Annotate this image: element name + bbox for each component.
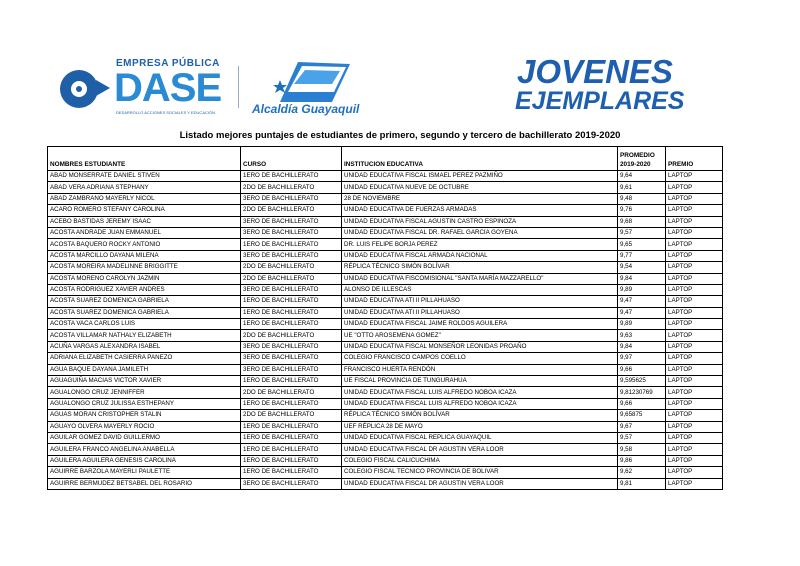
dase-wedge-icon [96,80,110,96]
table-cell: 9,57 [618,432,666,443]
table-cell: UNIDAD EDUCATIVA DE FUERZAS ARMADAS [342,205,618,216]
table-cell: LAPTOP [666,216,723,227]
table-cell: ABAD MONSERRATE DANIEL STIVEN [48,171,241,182]
table-row [48,410,723,421]
table-cell: 9,86 [618,455,666,466]
table-cell: 2DO DE BACHILLERATO [241,330,342,341]
table-cell: 9,595625 [618,376,666,387]
table-cell: LAPTOP [666,273,723,284]
table-row [48,387,723,398]
table-cell: UNIDAD EDUCATIVA FISCAL REPLICA GUAYAQUIL [342,432,618,443]
table-row [48,341,723,352]
table-cell: UNIDAD EDUCATIVA FISCAL AGUSTIN CASTRO ESPINOZA [342,216,618,227]
table-cell: 3ERO DE BACHILLERATO [241,227,342,238]
table-cell: 3ERO DE BACHILLERATO [241,250,342,261]
table-cell: 9,64 [618,171,666,182]
table-cell: RÉPLICA TÉCNICO SIMÓN BOLÍVAR [342,410,618,421]
table-cell: 9,47 [618,307,666,318]
column-header: PREMIO [666,147,723,171]
table-cell: ACEBO BASTIDAS JEREMY ISAAC [48,216,241,227]
table-cell: 3ERO DE BACHILLERATO [241,478,342,489]
table-cell: LAPTOP [666,330,723,341]
table-cell: 28 DE NOVIEMBRE [342,193,618,204]
table-cell: ABAD VERA ADRIANA STEPHANY [48,182,241,193]
table-cell: ACOSTA MORENO CAROLYN JAZMIN [48,273,241,284]
table-cell: 1ERO DE BACHILLERATO [241,239,342,250]
table-cell: 1ERO DE BACHILLERATO [241,376,342,387]
table-cell: ACOSTA VILLAMAR NATHALY ELIZABETH [48,330,241,341]
table-row [48,478,723,489]
table-cell: UNIDAD EDUCATIVA FISCAL JAIME ROLDOS AGUILERA [342,319,618,330]
dase-logo-caption: EMPRESA PÚBLICA [116,58,220,69]
column-header: PROMEDIO 2019-2020 [618,147,666,171]
table-cell: LAPTOP [666,319,723,330]
jovenes-logo-line1: JOVENES [517,53,673,90]
table-cell: 9,89 [618,319,666,330]
table-cell: 9,76 [618,205,666,216]
table-cell: 3ERO DE BACHILLERATO [241,341,342,352]
table-row [48,398,723,409]
dase-logo-subtitle: DESARROLLO ACCIONES SOCIALES Y EDUCACIÓN [116,110,215,115]
table-cell: COLEGIO FRANCISCO CAMPOS COELLO [342,353,618,364]
column-header: NOMBRES ESTUDIANTE [48,147,241,171]
table-cell: UNIDAD EDUCATIVA FISCAL DR AGUSTIN VERA LOOR [342,478,618,489]
table-cell: 2DO DE BACHILLERATO [241,205,342,216]
table-cell: 1ERO DE BACHILLERATO [241,432,342,443]
table-cell: LAPTOP [666,262,723,273]
table-cell: ACOSTA SUAREZ DOMENICA GABRIELA [48,296,241,307]
logo-divider [238,66,239,108]
table-cell: 9,58 [618,444,666,455]
table-cell: ACOSTA BAQUERO ROCKY ANTONIO [48,239,241,250]
document-header [0,0,800,130]
table-cell: 9,81230769 [618,387,666,398]
table-cell: 9,67 [618,421,666,432]
table-cell: LAPTOP [666,193,723,204]
table-cell: 1ERO DE BACHILLERATO [241,296,342,307]
table-cell: ACARO ROMERO STEFANY CAROLINA [48,205,241,216]
jovenes-ejemplares-logo [515,53,685,116]
students-table [47,146,723,490]
table-cell: LAPTOP [666,478,723,489]
table-row [48,307,723,318]
table-row [48,432,723,443]
table-row [48,205,723,216]
table-cell: 3ERO DE BACHILLERATO [241,353,342,364]
table-cell: AGUAS MORAN CRISTOPHER STALIN [48,410,241,421]
table-cell: ACUÑA VARGAS ALEXANDRA ISABEL [48,341,241,352]
table-cell: AGUALONGO CRUZ JENNIFFER [48,387,241,398]
table-cell: 9,68 [618,216,666,227]
table-cell: LAPTOP [666,250,723,261]
table-cell: UEF RÉPLICA 28 DE MAYO [342,421,618,432]
table-cell: 1ERO DE BACHILLERATO [241,467,342,478]
table-cell: 1ERO DE BACHILLERATO [241,444,342,455]
column-header: INSTITUCION EDUCATIVA [342,147,618,171]
table-cell: ACOSTA SUAREZ DOMENICA GABRIELA [48,307,241,318]
dase-logo [60,58,235,113]
table-cell: 9,61 [618,182,666,193]
table-cell: UNIDAD EDUCATIVA FISCAL MONSEÑOR LEONIDAS PROAÑO [342,341,618,352]
table-cell: AGUAGUIÑA MACIAS VICTOR XAVIER [48,376,241,387]
table-cell: LAPTOP [666,467,723,478]
table-cell: LAPTOP [666,432,723,443]
table-cell: ACOSTA ANDRADE JUAN EMMANUEL [48,227,241,238]
table-cell: 9,63 [618,330,666,341]
table-row [48,262,723,273]
table-cell: FRANCISCO HUERTA RENDÓN [342,364,618,375]
table-row [48,353,723,364]
table-cell: LAPTOP [666,444,723,455]
alcaldia-logo [250,58,360,118]
table-row [48,376,723,387]
alcaldia-flag-icon [250,58,360,104]
table-cell: 9,66 [618,398,666,409]
table-row [48,330,723,341]
table-cell: 1ERO DE BACHILLERATO [241,171,342,182]
table-cell: 1ERO DE BACHILLERATO [241,455,342,466]
table-cell: 9,62 [618,467,666,478]
table-cell: LAPTOP [666,398,723,409]
table-cell: DR. LUIS FELIPE BORJA PEREZ [342,239,618,250]
table-row [48,182,723,193]
table-cell: ACOSTA RODRIGUEZ XAVIER ANDRES [48,284,241,295]
table-cell: ACOSTA VACA CARLOS LUIS [48,319,241,330]
table-cell: 9,54 [618,262,666,273]
table-cell: AGUILERA AGUILERA GENESIS CAROLINA [48,455,241,466]
table-row [48,227,723,238]
table-row [48,296,723,307]
table-cell: 2DO DE BACHILLERATO [241,273,342,284]
table-cell: 9,81 [618,478,666,489]
table-cell: RÉPLICA TÉCNICO SIMÓN BOLÍVAR [342,262,618,273]
table-row [48,421,723,432]
table-row [48,467,723,478]
table-cell: AGUIRRE BERMUDEZ BETSABEL DEL ROSARIO [48,478,241,489]
table-cell: UNIDAD EDUCATIVA FISCAL ARMADA NACIONAL [342,250,618,261]
table-cell: UNIDAD EDUCATIVA NUEVE DE OCTUBRE [342,182,618,193]
table-cell: LAPTOP [666,341,723,352]
table-cell: AGUA BAQUE DAYANA JAMILETH [48,364,241,375]
jovenes-logo-line2: EJEMPLARES [515,87,685,115]
table-cell: UNIDAD EDUCATIVA FISCAL LUIS ALFREDO NOBOA ICAZA [342,398,618,409]
table-cell: ACOSTA MOREIRA MADELINNE BRIGGITTE [48,262,241,273]
table-cell: 1ERO DE BACHILLERATO [241,307,342,318]
table-cell: 2DO DE BACHILLERATO [241,182,342,193]
table-cell: LAPTOP [666,410,723,421]
table-cell: 9,66 [618,364,666,375]
table-cell: 2DO DE BACHILLERATO [241,387,342,398]
table-cell: UNIDAD EDUCATIVA ATI II PILLAHUASO [342,296,618,307]
table-cell: 9,84 [618,341,666,352]
table-cell: LAPTOP [666,296,723,307]
table-cell: LAPTOP [666,171,723,182]
table-cell: COLEGIO FISCAL CALICUCHIMA [342,455,618,466]
table-cell: 2DO DE BACHILLERATO [241,410,342,421]
table-cell: UNIDAD EDUCATIVA ATI II PILLAHUASO [342,307,618,318]
table-row [48,216,723,227]
table-cell: LAPTOP [666,205,723,216]
table-cell: ABAD ZAMBRANO MAYERLY NICOL [48,193,241,204]
table-cell: 3ERO DE BACHILLERATO [241,364,342,375]
table-row [48,364,723,375]
table-cell: 1ERO DE BACHILLERATO [241,319,342,330]
table-row [48,273,723,284]
column-header: CURSO [241,147,342,171]
table-cell: UNIDAD EDUCATIVA FISCAL ISMAEL PEREZ PAZMIÑO [342,171,618,182]
table-cell: 1ERO DE BACHILLERATO [241,421,342,432]
table-row [48,171,723,182]
table-cell: LAPTOP [666,421,723,432]
table-row [48,319,723,330]
dase-eye-icon [60,70,98,108]
table-cell: 2DO DE BACHILLERATO [241,262,342,273]
table-cell: ACOSTA MARCILLO DAYANA MILENA [48,250,241,261]
table-cell: AGUIRRE BARZOLA MAYERLI PAULETTE [48,467,241,478]
table-cell: LAPTOP [666,364,723,375]
table-cell: AGUILERA FRANCO ANGELINA ANABELLA [48,444,241,455]
table-cell: 9,97 [618,353,666,364]
table-cell: 3ERO DE BACHILLERATO [241,193,342,204]
table-cell: ALONSO DE ILLESCAS [342,284,618,295]
table-cell: UNIDAD EDUCATIVA FISCAL DR AGUSTIN VERA LOOR [342,444,618,455]
table-cell: LAPTOP [666,376,723,387]
table-cell: LAPTOP [666,227,723,238]
table-cell: LAPTOP [666,387,723,398]
table-cell: UNIDAD EDUCATIVA FISCAL LUIS ALFREDO NOBOA ICAZA [342,387,618,398]
table-cell: 1ERO DE BACHILLERATO [241,398,342,409]
table-cell: 9,77 [618,250,666,261]
table-cell: ADRIANA ELIZABETH CASIERRA PANEZO [48,353,241,364]
table-cell: 9,48 [618,193,666,204]
table-header-row [48,147,723,171]
document-title: Listado mejores puntajes de estudiantes de primero, segundo y tercero de bachillerato 2019-2020 [179,130,621,141]
table-cell: 9,89 [618,284,666,295]
table-cell: AGUILAR GOMEZ DAVID GUILLERMO [48,432,241,443]
table-cell: UE "OTTO AROSEMENA GOMEZ" [342,330,618,341]
table-cell: 3ERO DE BACHILLERATO [241,284,342,295]
table-cell: AGUAYO OLVERA MAYERLY ROCIO [48,421,241,432]
table-cell: 9,57 [618,227,666,238]
dase-logo-text: DASE [114,66,222,110]
table-cell: LAPTOP [666,455,723,466]
table-cell: LAPTOP [666,239,723,250]
table-cell: UNIDAD EDUCATIVA FISCOMISIONAL "SANTA MARÍA MAZZARELLO" [342,273,618,284]
table-cell: LAPTOP [666,182,723,193]
table-body [48,171,723,490]
table-cell: 9,65 [618,239,666,250]
table-row [48,444,723,455]
table-cell: AGUALONGO CRUZ JULISSA ESTHEPANY [48,398,241,409]
table-cell: LAPTOP [666,307,723,318]
table-cell: UE FISCAL PROVINCIA DE TUNGURAHUA [342,376,618,387]
table-cell: 9,47 [618,296,666,307]
table-cell: LAPTOP [666,284,723,295]
table-cell: 9,65875 [618,410,666,421]
table-row [48,250,723,261]
table-cell: 9,84 [618,273,666,284]
table-row [48,239,723,250]
table-cell: LAPTOP [666,353,723,364]
table-cell: 3ERO DE BACHILLERATO [241,216,342,227]
table-cell: COLEGIO FISCAL TECNICO PROVINCIA DE BOLIVAR [342,467,618,478]
table-row [48,193,723,204]
table-row [48,455,723,466]
alcaldia-logo-text: Alcaldía Guayaquil [252,102,360,116]
table-row [48,284,723,295]
table-cell: UNIDAD EDUCATIVA FISCAL DR. RAFAEL GARCIA GOYENA [342,227,618,238]
